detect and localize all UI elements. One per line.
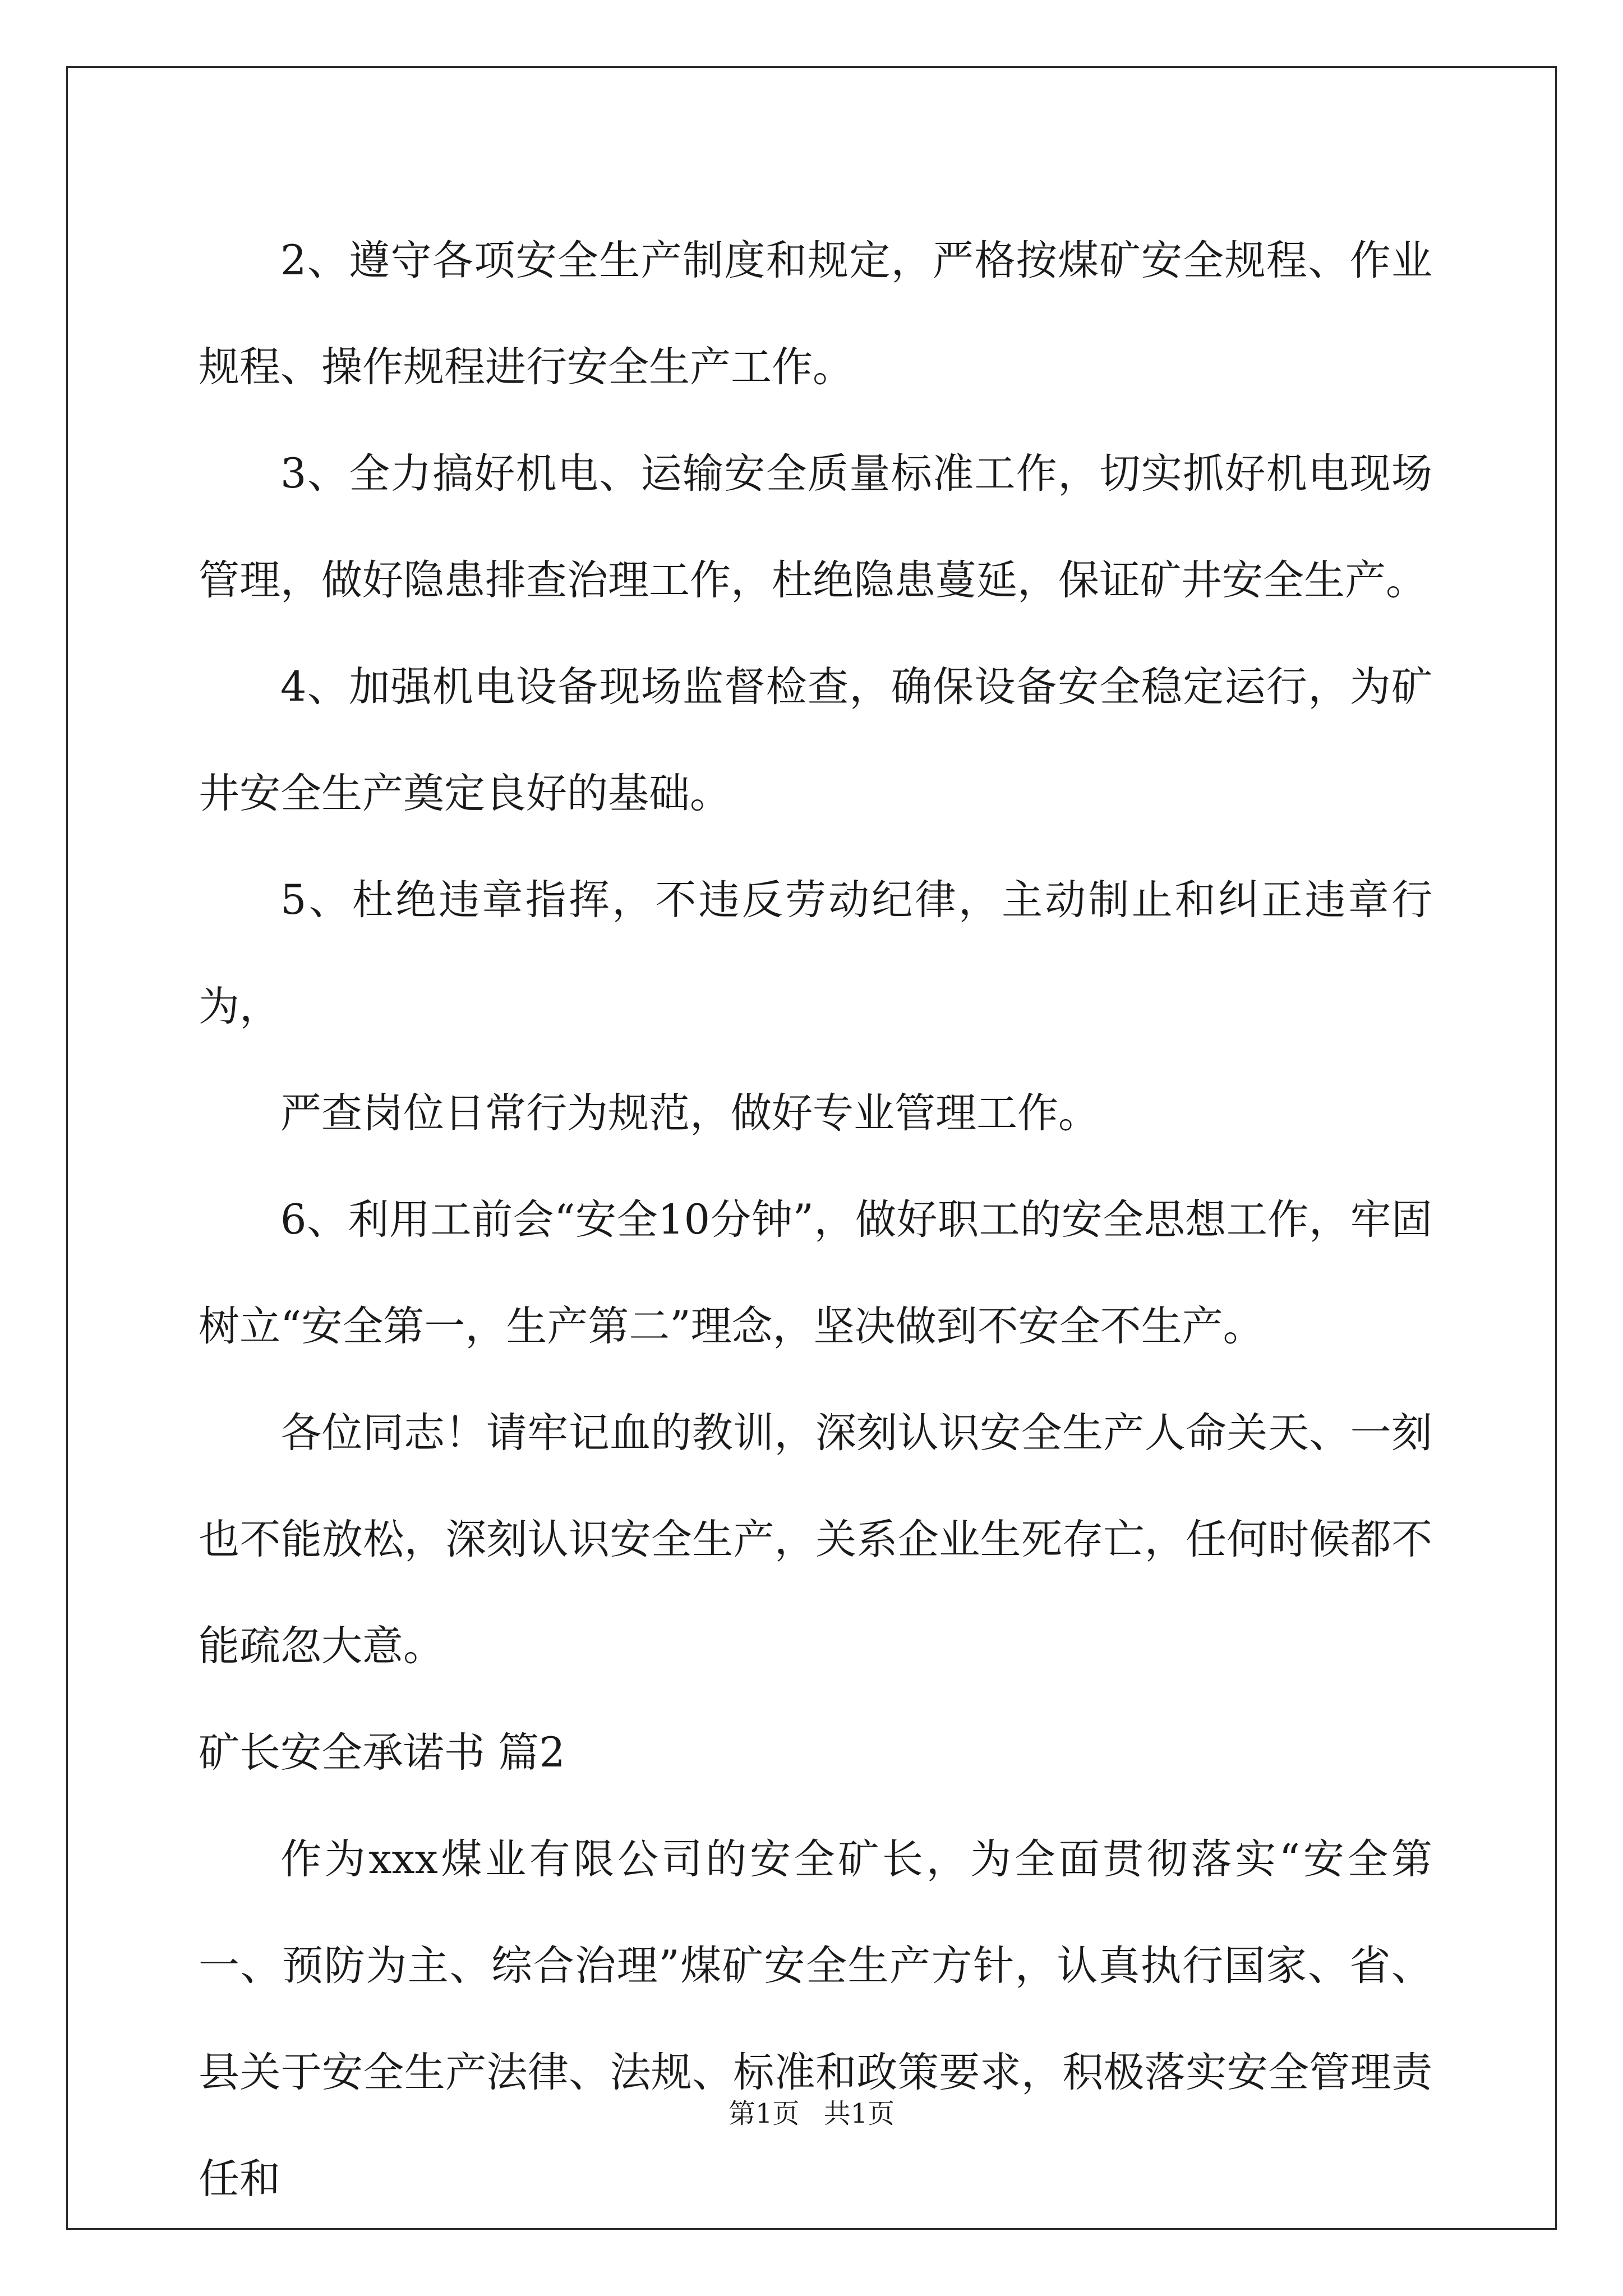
- paragraph-item-2: 2、遵守各项安全生产制度和规定，严格按煤矿安全规程、作业规程、操作规程进行安全生产工作。: [199, 237, 1432, 391]
- page-total: 共1页: [823, 2098, 895, 2129]
- paragraph-item-5: 5、杜绝违章指挥，不违反劳动纪律，主动制止和纠正违章行为，: [199, 876, 1432, 1030]
- paragraph-item-6: 6、利用工前会“安全10分钟”，做好职工的安全思想工作，牢固树立“安全第一，生产第二”理念，坚决做到不安全不生产。: [199, 1196, 1432, 1350]
- section-paragraph: 作为xxx煤业有限公司的安全矿长，为全面贯彻落实“安全第一、预防为主、综合治理”煤矿安全生产方针，认真执行国家、省、县关于安全生产法律、法规、标准和政策要求，积极落实安全管理责任和: [199, 1835, 1432, 2203]
- document-body: [199, 208, 1432, 2233]
- paragraph-item-5-continued: 严查岗位日常行为规范，做好专业管理工作。: [280, 1089, 1099, 1137]
- paragraph-item-4: 4、加强机电设备现场监督检查，确保设备安全稳定运行，为矿井安全生产奠定良好的基础。: [199, 663, 1432, 817]
- page-number: 第1页: [728, 2098, 800, 2129]
- paragraph-item-3: 3、全力搞好机电、运输安全质量标准工作，切实抓好机电现场管理，做好隐患排查治理工作，杜绝隐患蔓延，保证矿井安全生产。: [199, 450, 1432, 604]
- section-heading: 矿长安全承诺书 篇2: [199, 1729, 565, 1777]
- page-footer: [0, 2097, 1623, 2131]
- paragraph-closing: 各位同志！请牢记血的教训，深刻认识安全生产人命关天、一刻也不能放松，深刻认识安全生产，关系企业生死存亡，任何时候都不能疏忽大意。: [199, 1409, 1432, 1670]
